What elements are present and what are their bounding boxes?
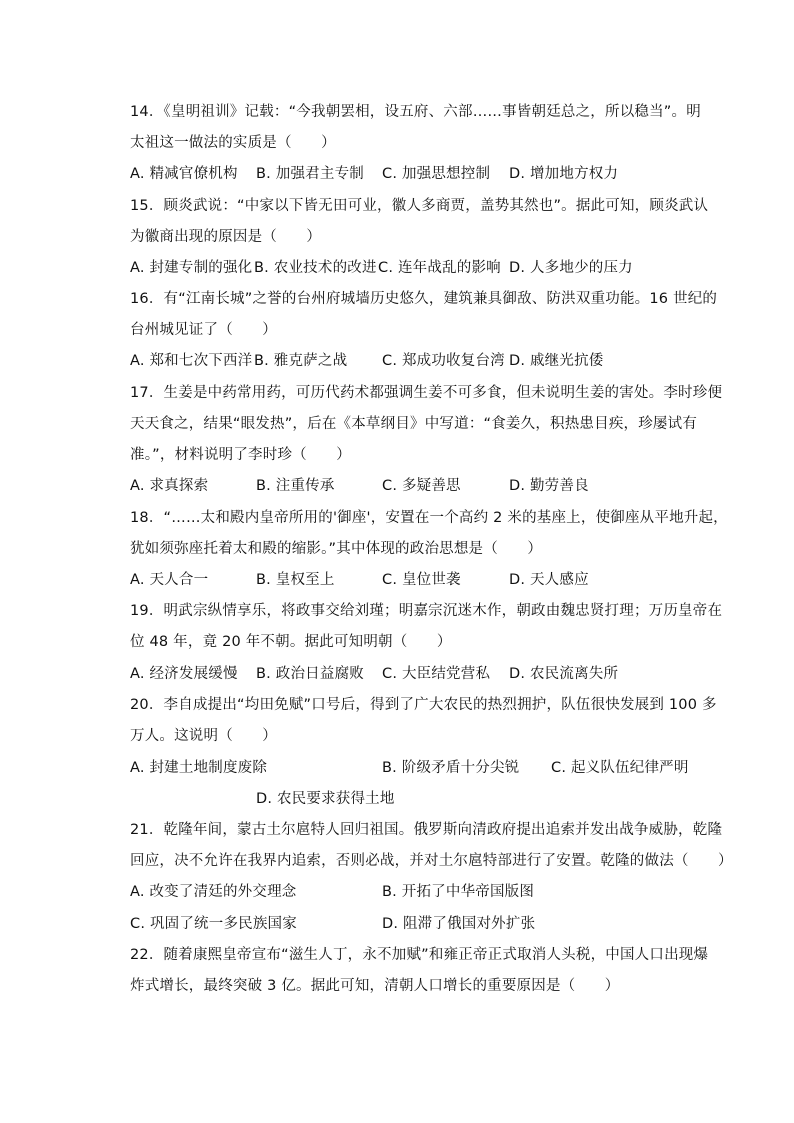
q16-option-c[interactable]: C. 郑成功收复台湾 [382,353,505,369]
q18-option-d[interactable]: D. 天人感应 [509,572,589,588]
q14-option-d[interactable]: D. 增加地方权力 [509,166,619,182]
q15-option-b[interactable]: B. 农业技术的改进 [254,260,377,276]
q14-stem-line-1: 14．《皇明祖训》记载：“今我朝罢相，设五府、六部……事皆朝廷总之，所以稳当”。明 [130,104,701,120]
q19-option-b[interactable]: B. 政治日益腐败 [256,666,364,682]
q22-stem-line-1: 22．随着康熙皇帝宣布“滋生人丁，永不加赋”和雍正帝正式取消人头税，中国人口出现爆 [130,947,709,963]
q17-option-a[interactable]: A. 求真探索 [130,478,209,494]
q18-option-a[interactable]: A. 天人合一 [130,572,209,588]
q18-option-c[interactable]: C. 皇位世袭 [382,572,461,588]
q21-stem-line-2: 回应，决不允许在我界内追索，否则必战，并对土尔扈特部进行了安置。乾隆的做法（ ） [130,853,733,869]
q20-stem-line-2: 万人。这说明（ ） [130,728,277,744]
q21-option-d[interactable]: D. 阻滞了俄国对外扩张 [382,916,536,932]
q17-stem-line-1: 17．生姜是中药常用药，可历代药术都强调生姜不可多食，但未说明生姜的害处。李时珍便 [130,385,723,401]
q19-stem-line-2: 位 48 年，竟 20 年不朝。据此可知明朝（ ） [130,634,452,650]
q15-option-c[interactable]: C. 连年战乱的影响 [378,260,501,276]
q20-option-d[interactable]: D. 农民要求获得土地 [256,791,395,807]
q21-option-b[interactable]: B. 开拓了中华帝国版图 [382,884,535,900]
q17-stem-line-2: 天天食之，结果“眼发热”，后在《本草纲目》中写道：“食姜久，积热患目疾，珍屡试有 [130,416,698,432]
q20-option-a[interactable]: A. 封建土地制度废除 [130,760,268,776]
q18-stem-line-1: 18．“……太和殿内皇帝所用的'御座'，安置在一个高约 2 米的基座上，使御座从平地升起， [130,510,728,526]
q21-option-c[interactable]: C. 巩固了统一多民族国家 [130,916,297,932]
q16-option-a[interactable]: A. 郑和七次下西洋 [130,353,253,369]
q16-option-d[interactable]: D. 戚继光抗倭 [509,353,604,369]
q15-option-a[interactable]: A. 封建专制的强化 [130,260,253,276]
q14-option-c[interactable]: C. 加强思想控制 [382,166,491,182]
q15-option-d[interactable]: D. 人多地少的压力 [509,260,633,276]
q19-option-c[interactable]: C. 大臣结党营私 [382,666,491,682]
q17-option-b[interactable]: B. 注重传承 [256,478,335,494]
q21-stem-line-1: 21．乾隆年间，蒙古土尔扈特人回归祖国。俄罗斯向清政府提出追索并发出战争威胁，乾隆 [130,822,723,838]
q17-stem-line-3: 准。”，材料说明了李时珍（ ） [130,447,351,463]
q20-option-b[interactable]: B. 阶级矛盾十分尖锐 [382,760,520,776]
q20-stem-line-1: 20．李自成提出“均田免赋”口号后，得到了广大农民的热烈拥护，队伍很快发展到 100 多 [130,697,717,713]
q19-stem-line-1: 19．明武宗纵情享乐，将政事交给刘瑾；明嘉宗沉迷木作，朝政由魏忠贤打理；万历皇帝在 [130,603,723,619]
q15-stem-line-2: 为徽商出现的原因是（ ） [130,229,322,245]
q20-option-c[interactable]: C. 起义队伍纪律严明 [551,760,689,776]
q17-option-d[interactable]: D. 勤劳善良 [509,478,589,494]
q16-stem-line-1: 16．有“江南长城”之誉的台州府城墙历史悠久，建筑兼具御敌、防洪双重功能。16 世纪的 [130,291,718,307]
q14-stem-line-2: 太祖这一做法的实质是（ ） [130,135,336,151]
q15-stem-line-1: 15．顾炎武说：“中家以下皆无田可业，徽人多商贾，盖势其然也”。据此可知，顾炎武认 [130,198,709,214]
q18-stem-line-2: 犹如须弥座托着太和殿的缩影。”其中体现的政治思想是（ ） [130,541,543,557]
q21-option-a[interactable]: A. 改变了清廷的外交理念 [130,884,297,900]
q22-stem-line-2: 炸式增长，最终突破 3 亿。据此可知，清朝人口增长的重要原因是（ ） [130,978,620,994]
q14-option-b[interactable]: B. 加强君主专制 [256,166,364,182]
q19-option-a[interactable]: A. 经济发展缓慢 [130,666,238,682]
q19-option-d[interactable]: D. 农民流离失所 [509,666,619,682]
q14-option-a[interactable]: A. 精减官僚机构 [130,166,238,182]
q16-stem-line-2: 台州城见证了（ ） [130,322,277,338]
q18-option-b[interactable]: B. 皇权至上 [256,572,335,588]
q16-option-b[interactable]: B. 雅克萨之战 [254,353,348,369]
q17-option-c[interactable]: C. 多疑善思 [382,478,461,494]
